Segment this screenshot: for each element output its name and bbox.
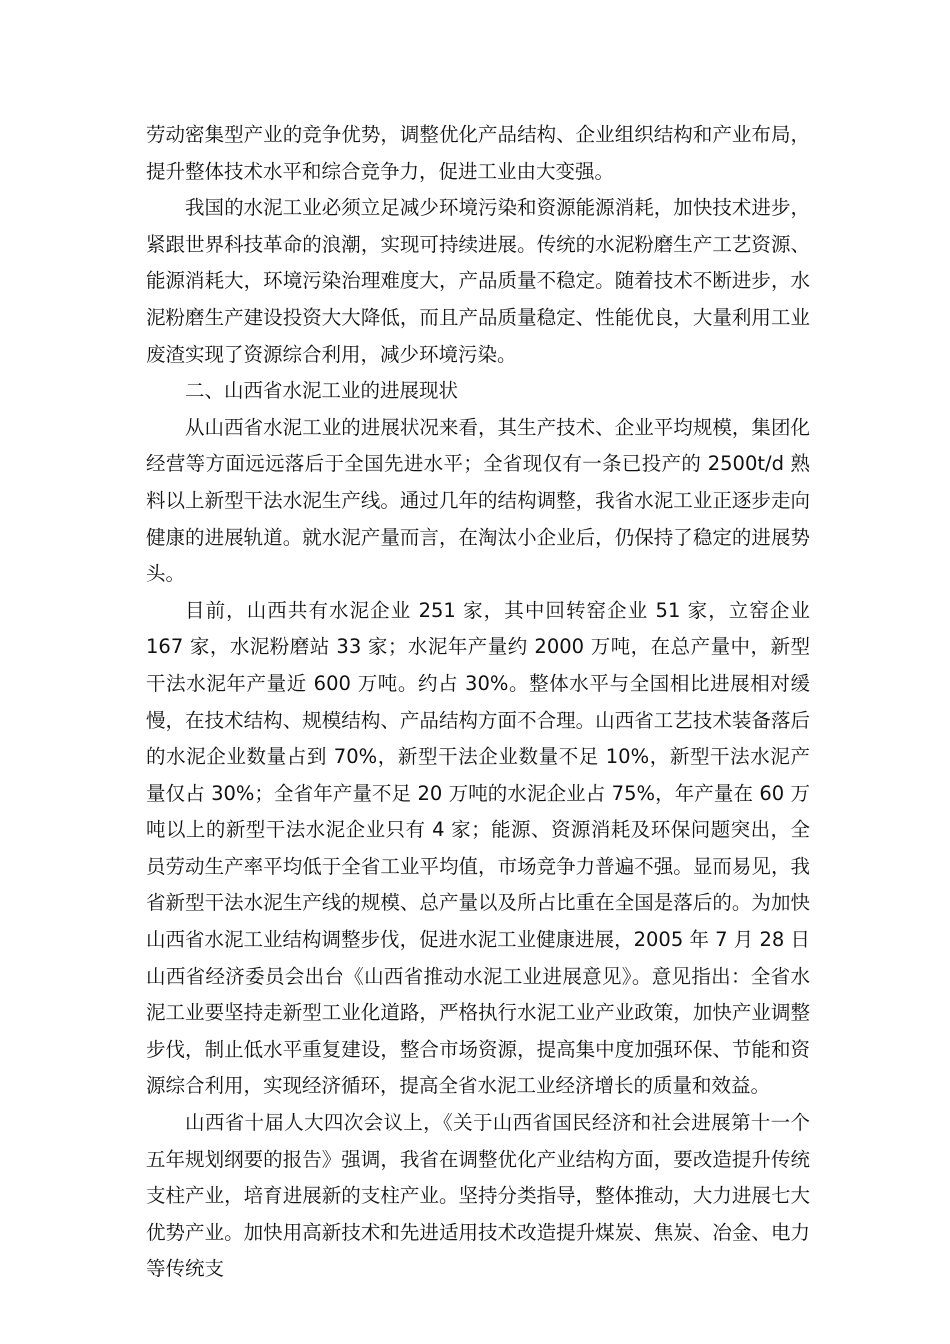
paragraph-continuation: 劳动密集型产业的竞争优势，调整优化产品结构、企业组织结构和产业布局，提升整体技术水平和综合竞争力，促进工业由大变强。	[146, 123, 810, 183]
paragraph-shanxi-overview: 从山西省水泥工业的进展状况来看，其生产技术、企业平均规模，集团化经营等方面远远落后于全国先进水平；全省现仅有一条已投产的 2500t/d 熟料以上新型干法水泥生产线。通过几年的结构调整，我省水泥工业正逐步走向健康的进展轨道。就水泥产量而言，在淘汰小企业后，仍保持了稳定的进展势头。	[146, 415, 810, 586]
paragraph-five-year-plan: 山西省十届人大四次会议上，《关于山西省国民经济和社会进展第十一个五年规划纲要的报告》强调，我省在调整优化产业结构方面，要改造提升传统支柱产业，培育进展新的支柱产业。坚持分类指导，整体推动，大力进展七大优势产业。加快用高新技术和先进适用技术改造提升煤炭、焦炭、冶金、电力等传统支	[146, 1111, 810, 1281]
document-body	[146, 117, 810, 1288]
paragraph-shanxi-statistics: 目前，山西共有水泥企业 251 家，其中回转窑企业 51 家，立窑企业 167 家，水泥粉磨站 33 家；水泥年产量约 2000 万吨，在总产量中，新型干法水泥年产量近 600 万吨。约占 30%。整体水平与全国相比进展相对缓慢，在技术结构、规模结构、产品结构方面不合理。山西省工艺技术装备落后的水泥企业数量占到 70%，新型干法企业数量不足 10%，新型干法水泥产量仅占 30%；全省年产量不足 20 万吨的水泥企业占 75%，年产量在 60 万吨以上的新型干法水泥企业只有 4 家；能源、资源消耗及环保问题突出，全员劳动生产率平均低于全省工业平均值，市场竞争力普遍不强。显而易见，我省新型干法水泥生产线的规模、总产量以及所占比重在全国是落后的。为加快山西省水泥工业结构调整步伐，促进水泥工业健康进展，2005 年 7 月 28 日山西省经济委员会出台《山西省推动水泥工业进展意见》。意见指出：全省水泥工业要坚持走新型工业化道路，严格执行水泥工业产业政策，加快产业调整步伐，制止低水平重复建设，整合市场资源，提高集中度加强环保、节能和资源综合利用，实现经济循环，提高全省水泥工业经济增长的质量和效益。	[146, 598, 810, 1098]
section-heading-shanxi-status: 二、山西省水泥工业的进展现状	[185, 379, 459, 403]
paragraph-cement-industry-requirements: 我国的水泥工业必须立足减少环境污染和资源能源消耗，加快技术进步，紧跟世界科技革命的浪潮，实现可持续进展。传统的水泥粉磨生产工艺资源、能源消耗大，环境污染治理难度大，产品质量不稳定。随着技术不断进步，水泥粉磨生产建设投资大大降低，而且产品质量稳定、性能优良，大量利用工业废渣实现了资源综合利用，减少环境污染。	[146, 196, 810, 366]
